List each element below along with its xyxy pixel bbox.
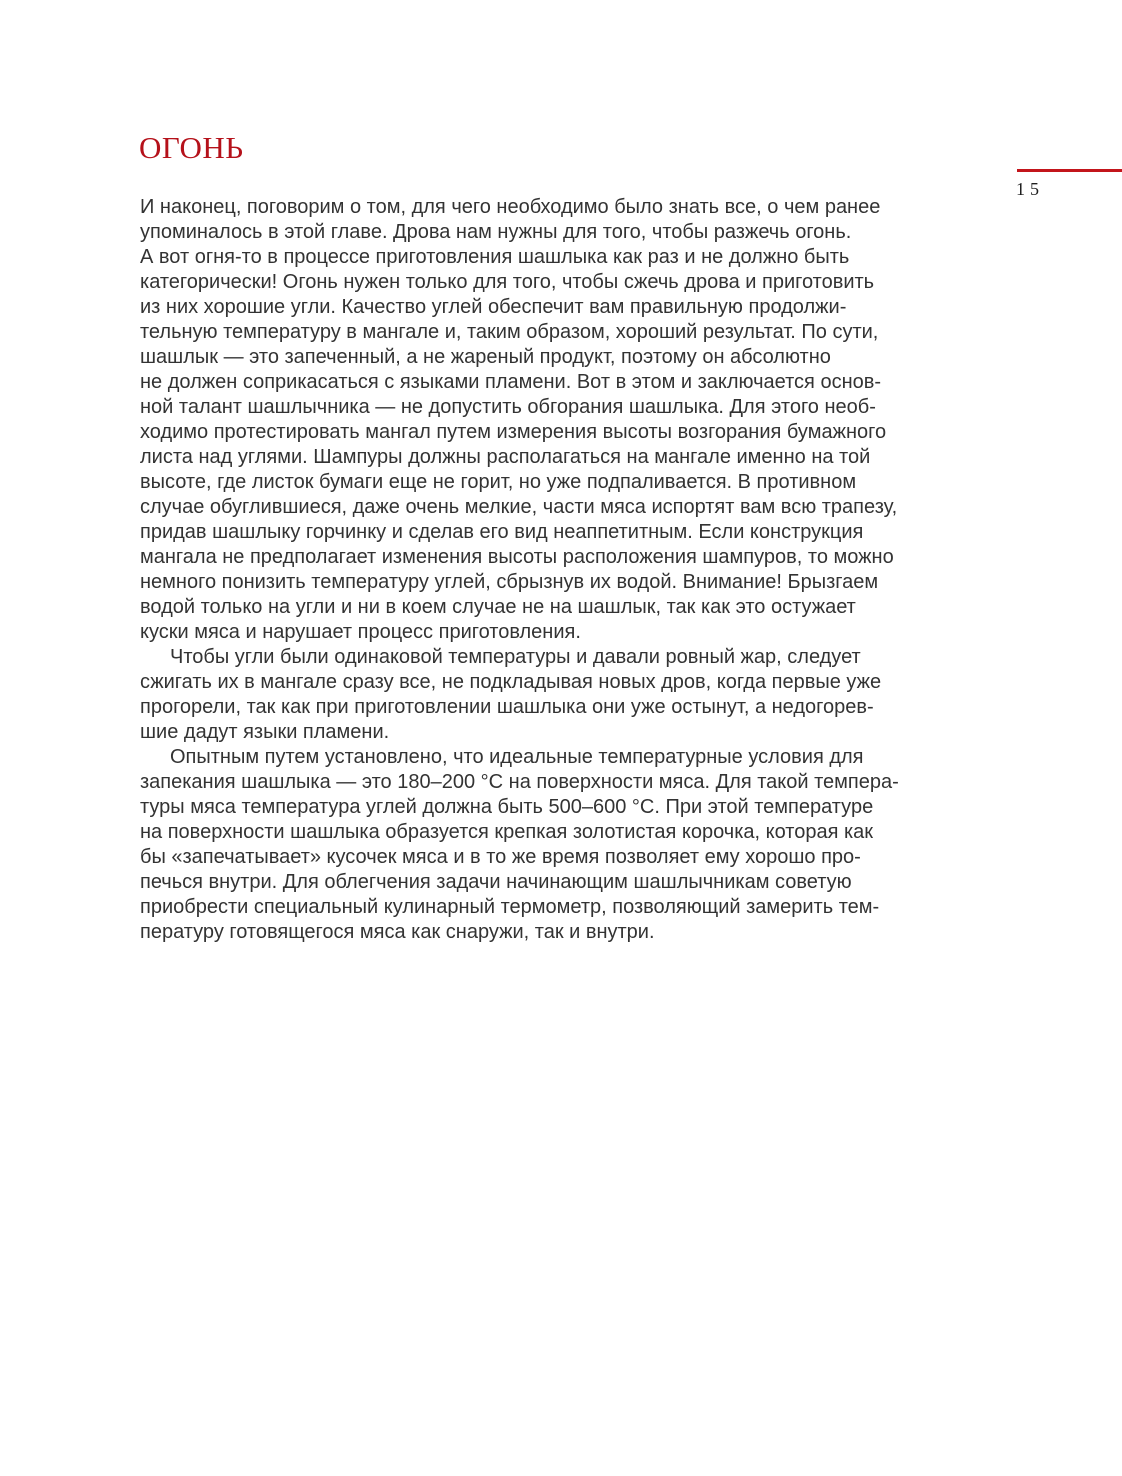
text-line: туры мяса температура углей должна быть 500–600 °С. При этой температуре: [140, 796, 874, 818]
page-number-rule: [1017, 169, 1122, 172]
text-line: приобрести специальный кулинарный термометр, позволяющий замерить тем-: [140, 896, 880, 918]
text-line: случае обуглившиеся, даже очень мелкие, части мяса испортят вам всю трапезу,: [140, 496, 898, 518]
text-line: мангала не предполагает изменения высоты расположения шампуров, то можно: [140, 546, 894, 568]
text-line: шашлык — это запеченный, а не жареный продукт, поэтому он абсолютно: [140, 346, 831, 368]
paragraph-2: [140, 645, 980, 745]
text-line: бы «запечатывает» кусочек мяса и в то же время позволяет ему хорошо про-: [140, 846, 861, 868]
text-line: листа над углями. Шампуры должны располагаться на мангале именно на той: [140, 446, 871, 468]
body-text: [140, 195, 980, 945]
text-line: не должен соприкасаться с языками пламени. Вот в этом и заключается основ-: [140, 371, 882, 393]
text-line: куски мяса и нарушает процесс приготовления.: [140, 621, 581, 643]
text-line: из них хорошие угли. Качество углей обеспечит вам правильную продолжи-: [140, 296, 847, 318]
text-line: пературу готовящегося мяса как снаружи, так и внутри.: [140, 921, 655, 943]
text-line: категорически! Огонь нужен только для того, чтобы сжечь дрова и приготовить: [140, 271, 875, 293]
paragraph-1: [140, 195, 980, 645]
text-line: водой только на угли и ни в коем случае не на шашлык, так как это остужает: [140, 596, 856, 618]
text-line: Опытным путем установлено, что идеальные температурные условия для: [170, 746, 864, 768]
text-line: шие дадут языки пламени.: [140, 721, 390, 743]
text-line: И наконец, поговорим о том, для чего необходимо было знать все, о чем ранее: [140, 196, 881, 218]
text-line: на поверхности шашлыка образуется крепкая золотистая корочка, которая как: [140, 821, 874, 843]
text-line: упоминалось в этой главе. Дрова нам нужны для того, чтобы разжечь огонь.: [140, 221, 852, 243]
paragraph-3: [140, 745, 980, 945]
text-line: ходимо протестировать мангал путем измерения высоты возгорания бумажного: [140, 421, 887, 443]
text-line: немного понизить температуру углей, сбрызнув их водой. Внимание! Брызгаем: [140, 571, 879, 593]
text-line: Чтобы угли были одинаковой температуры и давали ровный жар, следует: [170, 646, 861, 668]
chapter-title: ОГОНЬ: [139, 130, 244, 165]
text-line: А вот огня-то в процессе приготовления шашлыка как раз и не должно быть: [140, 246, 850, 268]
text-line: прогорели, так как при приготовлении шашлыка они уже остынут, а недогорев-: [140, 696, 874, 718]
text-line: высоте, где листок бумаги еще не горит, но уже подпаливается. В противном: [140, 471, 857, 493]
text-line: запекания шашлыка — это 180–200 °С на поверхности мяса. Для такой темпера-: [140, 771, 899, 793]
text-line: придав шашлыку горчинку и сделав его вид неаппетитным. Если конструкция: [140, 521, 864, 543]
text-line: ной талант шашлычника — не допустить обгорания шашлыка. Для этого необ-: [140, 396, 876, 418]
text-line: сжигать их в мангале сразу все, не подкладывая новых дров, когда первые уже: [140, 671, 882, 693]
page-number: 15: [1016, 179, 1044, 199]
text-line: тельную температуру в мангале и, таким образом, хороший результат. По сути,: [140, 321, 879, 343]
text-line: печься внутри. Для облегчения задачи начинающим шашлычникам советую: [140, 871, 852, 893]
